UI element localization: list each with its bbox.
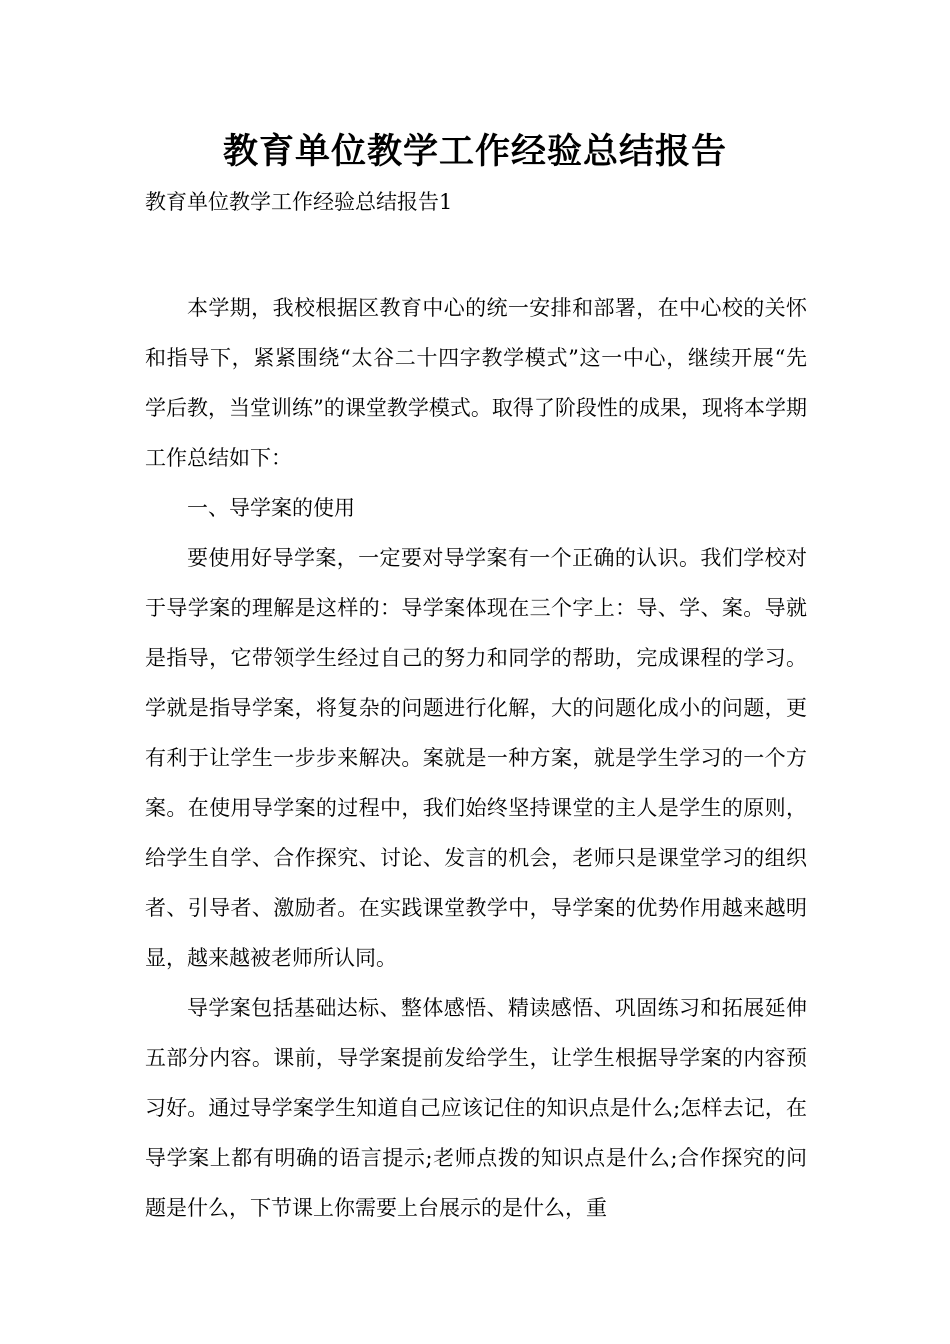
document-title: 教育单位教学工作经验总结报告 xyxy=(222,132,727,172)
paragraph-guide-content: 导学案包括基础达标、整体感悟、精读感悟、巩固练习和拓展延伸五部分内容。课前，导学案提前发给学生，让学生根据导学案的内容预习好。通过导学案学生知道自己应该记住的知识点是什么;怎样去记，在导学案上都有明确的语言提示;老师点拨的知识点是什么;合作探究的问题是什么，下节课上你需要上台展示的是什么，重 xyxy=(145,996,807,1220)
document-subtitle: 教育单位教学工作经验总结报告1 xyxy=(145,190,453,214)
section-heading-1: 一、导学案的使用 xyxy=(187,496,355,520)
paragraph-intro: 本学期，我校根据区教育中心的统一安排和部署，在中心校的关怀和指导下，紧紧围绕“太谷二十四字教学模式”这一中心，继续开展“先学后教，当堂训练”的课堂教学模式。取得了阶段性的成果，现将本学期工作总结如下： xyxy=(145,296,807,470)
paragraph-guide-understanding: 要使用好导学案，一定要对导学案有一个正确的认识。我们学校对于导学案的理解是这样的：导学案体现在三个字上：导、学、案。导就是指导，它带领学生经过自己的努力和同学的帮助，完成课程的学习。学就是指导学案，将复杂的问题进行化解，大的问题化成小的问题，更有利于让学生一步步来解决。案就是一种方案，就是学生学习的一个方案。在使用导学案的过程中，我们始终坚持课堂的主人是学生的原则，给学生自学、合作探究、讨论、发言的机会，老师只是课堂学习的组织者、引导者、激励者。在实践课堂教学中，导学案的优势作用越来越明显，越来越被老师所认同。 xyxy=(145,546,807,970)
document-body xyxy=(145,283,807,1233)
